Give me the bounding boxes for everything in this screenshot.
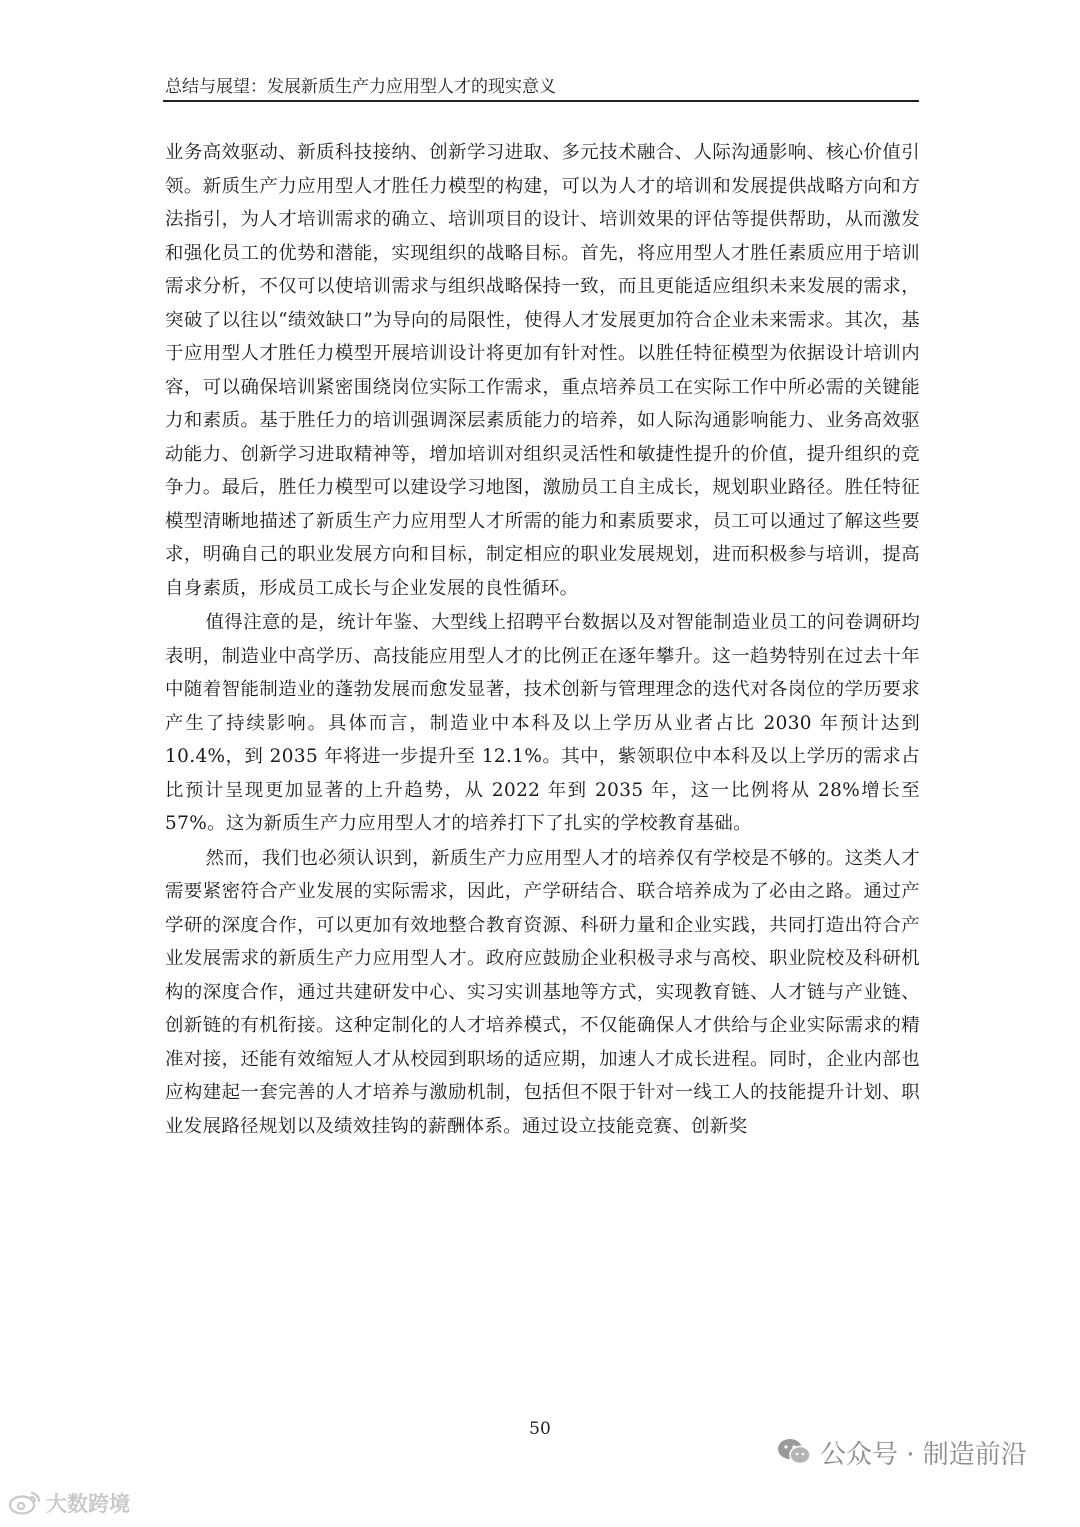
paragraph-2: 值得注意的是，统计年鉴、大型线上招聘平台数据以及对智能制造业员工的问卷调研均表明，制造业中高学历、高技能应用型人才的比例正在逐年攀升。这一趋势特别在过去十年中随着智能制造业的蓬勃发展而愈发显著，技术创新与管理理念的迭代对各岗位的学历要求产生了持续影响。具体而言，制造业中本科及以上学历从业者占比 2030 年预计达到 10.4%，到 2035 年将进一步提升至 12.1%。其中，紫领职位中本科及以上学历的需求占比预计呈现更加显著的上升趋势，从 2022 年到 2035 年，这一比例将从 28%增长至 57%。这为新质生产力应用型人才的培养打下了扎实的学校教育基础。 — [165, 612, 920, 834]
paragraph-1: 业务高效驱动、新质科技接纳、创新学习进取、多元技术融合、人际沟通影响、核心价值引领。新质生产力应用型人才胜任力模型的构建，可以为人才的培训和发展提供战略方向和方法指引，为人才培训需求的确立、培训项目的设计、培训效果的评估等提供帮助，从而激发和强化员工的优势和潜能，实现组织的战略目标。首先，将应用型人才胜任素质应用于培训需求分析，不仅可以使培训需求与组织战略保持一致，而且更能适应组织未来发展的需求，突破了以往以“绩效缺口”为导向的局限性，使得人才发展更加符合企业未来需求。其次，基于应用型人才胜任力模型开展培训设计将更加有针对性。以胜任特征模型为依据设计培训内容，可以确保培训紧密围绕岗位实际工作需求，重点培养员工在实际工作中所必需的关键能力和素质。基于胜任力的培训强调深层素质能力的培养，如人际沟通影响能力、业务高效驱动能力、创新学习进取精神等，增加培训对组织灵活性和敏捷性提升的价值，提升组织的竞争力。最后，胜任力模型可以建设学习地图，激励员工自主成长，规划职业路径。胜任特征模型清晰地描述了新质生产力应用型人才所需的能力和素质要求，员工可以通过了解这些要求，明确自己的职业发展方向和目标，制定相应的职业发展规划，进而积极参与培训，提高自身素质，形成员工成长与企业发展的良性循环。 — [165, 142, 920, 599]
wechat-account-label: 公众号 · 制造前沿 — [820, 1439, 1027, 1470]
weibo-watermark — [8, 1488, 130, 1518]
paragraph-3: 然而，我们也必须认识到，新质生产力应用型人才的培养仅有学校是不够的。这类人才需要紧密符合产业发展的实际需求，因此，产学研结合、联合培养成为了必由之路。通过产学研的深度合作，可以更加有效地整合教育资源、科研力量和企业实践，共同打造出符合产业发展需求的新质生产力应用型人才。政府应鼓励企业积极寻求与高校、职业院校及科研机构的深度合作，通过共建研发中心、实习实训基地等方式，实现教育链、人才链与产业链、创新链的有机衔接。这种定制化的人才培养模式，不仅能确保人才供给与企业实际需求的精准对接，还能有效缩短人才从校园到职场的适应期，加速人才成长进程。同时，企业内部也应构建起一套完善的人才培养与激励机制，包括但不限于针对一线工人的技能提升计划、职业发展路径规划以及绩效挂钩的薪酬体系。通过设立技能竞赛、创新奖 — [165, 847, 920, 1137]
header-divider — [163, 100, 919, 102]
running-header: 总结与展望：发展新质生产力应用型人才的现实意义 — [165, 77, 556, 97]
wechat-watermark — [776, 1430, 1027, 1474]
page-number: 50 — [529, 1419, 551, 1439]
wechat-icon — [776, 1437, 812, 1467]
weibo-icon — [8, 1490, 42, 1516]
body-text — [165, 136, 920, 1143]
weibo-account-label: 大数跨境 — [46, 1492, 130, 1516]
